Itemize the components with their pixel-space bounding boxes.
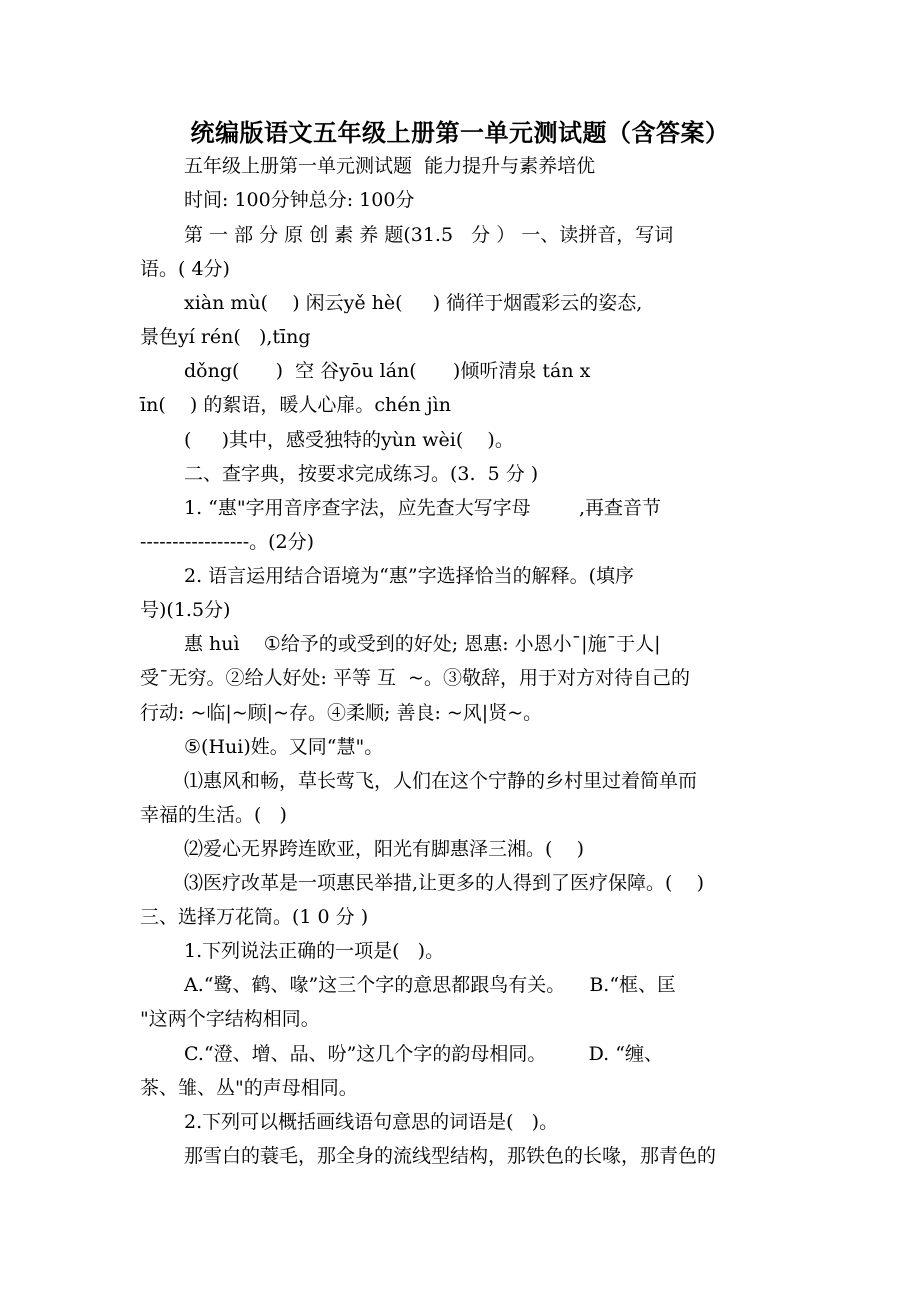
option-line: "这两个字结构相同。: [140, 1008, 320, 1030]
text-line: ( )其中，感受独特的yùn wèi( )。: [184, 429, 514, 451]
sentence-line: 幸福的生活。( ): [140, 804, 287, 826]
definition-line: ⑤(Hui)姓。又同“慧"。: [184, 736, 384, 758]
question-line: 2.下列可以概括画线语句意思的词语是( )。: [184, 1111, 559, 1133]
section-heading: 三、选择万花筒。(1 0 分 ): [140, 906, 369, 928]
definition-line: 惠 huì ①给予的或受到的好处; 恩惠: 小恩小¯|施¯于人|: [184, 633, 661, 655]
text-line: 语。( 4分): [140, 258, 230, 280]
question-line: 2. 语言运用结合语境为“惠”字选择恰当的解释。(填序: [184, 565, 635, 587]
text-line: 景色yí rén( ),tīng: [140, 326, 311, 348]
part-one-heading: 第 一 部 分 原 创 素 养 题(31.5 分 ） 一、读拼音，写词: [184, 224, 674, 246]
definition-line: 受¯无穷。②给人好处: 平等 互 ~。③敬辞，用于对方对待自己的: [140, 667, 690, 689]
option-line: 茶、雏、丛"的声母相同。: [140, 1077, 358, 1099]
sentence-line: ⑶医疗改革是一项惠民举措,让更多的人得到了医疗保障。( ): [184, 872, 705, 894]
definition-line: 行动: ~临|~顾|~存。④柔顺; 善良: ~风|贤~。: [140, 702, 543, 724]
text-line: -----------------。(2分): [140, 531, 315, 553]
section-heading: 二、查字典，按要求完成练习。(3. 5 分 ): [184, 463, 539, 485]
sentence-line: ⑴惠风和畅，草长莺飞，人们在这个宁静的乡村里过着简单而: [184, 770, 698, 792]
text-line: īn( ) 的絮语，暖人心扉。chén jìn: [140, 394, 451, 416]
document-title: 统编版语文五年级上册第一单元测试题（含答案）: [190, 119, 730, 147]
text-line: 那雪白的蓑毛，那全身的流线型结构，那铁色的长喙，那青色的: [184, 1145, 717, 1167]
question-line: 1. “惠"字用音序查字法，应先查大写字母 ,再查音节: [184, 497, 661, 519]
sentence-line: ⑵爱心无界跨连欧亚，阳光有脚惠泽三湘。( ): [184, 838, 584, 860]
time-line: 时间: 100分钟总分: 100分: [184, 189, 415, 211]
text-line: xiàn mù( ) 闲云yě hè( ) 徜徉于烟霞彩云的姿态,: [184, 292, 643, 314]
text-line: dǒng( ) 空 谷yōu lán( )倾听清泉 tán x: [184, 360, 591, 382]
option-line: C.“澄、增、品、吩”这几个字的韵母相同。 D. “缠、: [184, 1043, 663, 1065]
option-line: A.“鹭、鹤、喙”这三个字的意思都跟鸟有关。 B.“框、匡: [184, 974, 677, 996]
subtitle-line: 五年级上册第一单元测试题 能力提升与素养培优: [184, 155, 596, 177]
text-line: 号)(1.5分): [140, 599, 231, 621]
question-line: 1.下列说法正确的一项是( )。: [184, 940, 445, 962]
